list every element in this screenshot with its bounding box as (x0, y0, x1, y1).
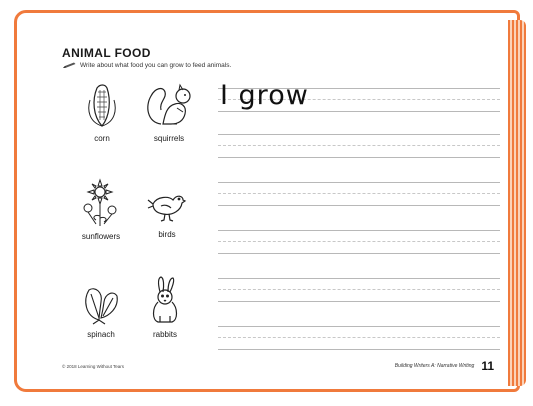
page-title: ANIMAL FOOD (62, 46, 151, 60)
animal-label: rabbits (152, 330, 177, 339)
prompt-text: I grow (220, 80, 309, 111)
book-title: Building Writers A: Narrative Writing (394, 363, 475, 369)
rabbit-icon (148, 276, 182, 326)
page-number: 11 (481, 359, 494, 373)
animal-corn (80, 82, 124, 143)
worksheet-page (48, 16, 506, 386)
animal-label: spinach (87, 330, 115, 339)
animal-squirrels (140, 82, 198, 143)
instruction-text: Write about what food you can grow to feed animals. (80, 62, 232, 69)
copyright: © 2018 Learning Without Tears (62, 364, 125, 369)
page-edges (508, 20, 526, 386)
bird-icon (147, 186, 187, 226)
animal-label: birds (158, 230, 176, 239)
animal-label: sunflowers (81, 232, 121, 241)
spinach-icon (79, 282, 123, 326)
corn-icon (85, 82, 119, 130)
animal-spinach (76, 282, 126, 339)
animal-label: squirrels (153, 134, 185, 143)
book-footer (395, 359, 494, 373)
instruction (62, 62, 231, 69)
animal-sunflowers (70, 178, 132, 241)
animal-birds (144, 186, 190, 239)
pencil-icon (62, 62, 76, 69)
animal-rabbits (144, 276, 186, 339)
sunflower-icon (78, 178, 124, 228)
animal-label: corn (94, 134, 110, 143)
squirrel-icon (143, 82, 195, 130)
